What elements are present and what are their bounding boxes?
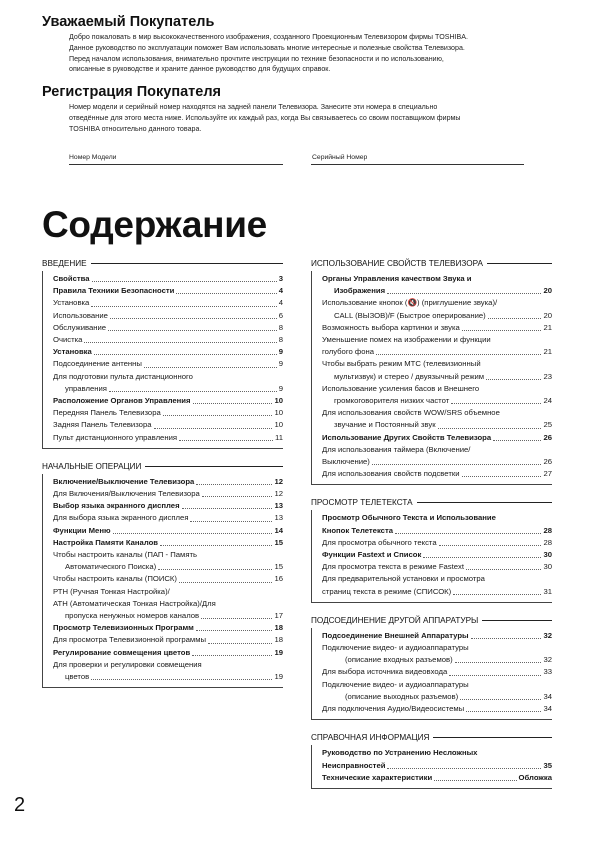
toc-entry-title: Для просмотра текста в режиме Fastext (322, 562, 465, 572)
toc-entry[interactable] (43, 407, 283, 419)
toc-page-number: 27 (543, 469, 552, 479)
dear-line: Перед началом использования, внимательно прочтите инструкции по технике безопасности и по использованию, (69, 54, 444, 63)
toc-page-number: 30 (543, 562, 552, 572)
toc-entry-title: Технические характеристики (322, 772, 433, 782)
toc-entry-line: Для использования свойств WOW/SRS объемное (322, 408, 500, 418)
toc-page-number: 33 (543, 667, 552, 677)
toc-entry[interactable] (43, 622, 283, 634)
toc-leader-dots (208, 643, 272, 644)
toc-entry-title: Выбор языка экранного дисплея (53, 501, 180, 511)
toc-leader-dots (201, 618, 272, 619)
toc-entry-line: Уменьшение помех на изображении и функции (322, 335, 491, 345)
toc-section-heading (311, 497, 552, 508)
toc-entry[interactable] (43, 334, 283, 346)
toc-entry[interactable] (43, 561, 283, 573)
registration-text (69, 102, 461, 134)
dear-line: описанные в руководстве и храните данное руководство для будущих справок. (69, 65, 331, 74)
heading-rule (91, 263, 283, 264)
toc-page-number: 16 (274, 574, 283, 584)
toc-entry-line: Чтобы настроить каналы (ПАП - Память (53, 550, 198, 560)
toc-leader-dots (163, 415, 273, 416)
toc-entry-title: Использование (53, 310, 108, 320)
toc-page-number: 10 (274, 408, 283, 418)
toc-entry-title: Настройка Памяти Каналов (53, 537, 159, 547)
dear-customer-title: Уважаемый Покупатель (42, 14, 215, 30)
page-number: 2 (14, 794, 26, 816)
toc-page-number: 15 (274, 562, 283, 572)
toc-entry[interactable] (43, 500, 283, 512)
toc-section (311, 732, 552, 789)
toc-leader-dots (182, 508, 273, 509)
toc-entry-title: Для использования свойств подсветки (322, 469, 460, 479)
toc-page-number: 35 (543, 760, 552, 770)
toc-leader-dots (193, 403, 273, 404)
toc-leader-dots (387, 768, 541, 769)
toc-entry-line: Руководство по Устранению Несложных (322, 748, 478, 758)
toc-entry-title: Использование Других Свойств Телевизора (322, 432, 492, 442)
toc-entry[interactable] (43, 432, 283, 444)
serial-number-line (311, 164, 524, 165)
toc-entry-line: Для проверки и регулировки совмещения (53, 659, 202, 669)
toc-page-number: 23 (543, 371, 552, 381)
toc-entry[interactable] (43, 346, 283, 358)
toc-section (311, 497, 552, 602)
toc-leader-dots (91, 679, 272, 680)
toc-leader-dots (160, 545, 272, 546)
toc-leader-dots (190, 521, 272, 522)
toc-page-number: 9 (278, 383, 283, 393)
toc-entry[interactable] (312, 537, 552, 549)
toc-leader-dots (451, 403, 541, 404)
toc-entry-title: Задняя Панель Телевизора (53, 420, 152, 430)
toc-entry-line: РТН (Ручная Тонкая Настройка)/ (53, 586, 170, 596)
toc-entry-line: Для использования таймера (Включение/ (322, 444, 471, 454)
toc-leader-dots (84, 342, 276, 343)
toc-leader-dots (423, 557, 541, 558)
toc-entry[interactable] (312, 703, 552, 715)
toc-entry[interactable] (43, 395, 283, 407)
section-heading-text: ПОДСОЕДИНЕНИЕ ДРУГОЙ АППАРАТУРЫ (311, 615, 479, 625)
toc-page-number: 20 (543, 310, 552, 320)
toc-entries-box (311, 745, 552, 789)
toc-entry[interactable] (312, 586, 552, 598)
toc-page-number: 17 (274, 611, 283, 621)
heading-rule (417, 502, 552, 503)
toc-entry[interactable] (43, 537, 283, 549)
toc-leader-dots (94, 354, 277, 355)
toc-page-number: Обложка (518, 772, 552, 782)
toc-entry[interactable] (312, 666, 552, 678)
toc-leader-dots (439, 545, 542, 546)
toc-entry-title: мультизвук) и стерео / двуязычный режим (334, 371, 485, 381)
toc-leader-dots (196, 484, 272, 485)
toc-entry-line: Использование усиления басов и Внешнего (322, 383, 480, 393)
toc-page-number: 4 (278, 298, 283, 308)
toc-section (42, 258, 283, 449)
section-heading-text: ВВЕДЕНИЕ (42, 259, 87, 268)
toc-entry-line: Органы Управления качеством Звука и (322, 274, 472, 283)
dear-customer-text (69, 32, 468, 75)
toc-page-number: 9 (278, 347, 283, 357)
toc-entry-title: Для выбора источника видеовхода (322, 667, 448, 677)
section-heading-text: НАЧАЛЬНЫЕ ОПЕРАЦИИ (42, 461, 142, 471)
model-number-line (69, 164, 283, 165)
toc-page-number: 32 (543, 655, 552, 665)
toc-leader-dots (488, 318, 542, 319)
toc-page-number: 13 (274, 513, 283, 523)
toc-leader-dots (110, 318, 277, 319)
toc-leader-dots (466, 711, 541, 712)
toc-entry[interactable] (43, 273, 283, 285)
toc-entry[interactable] (43, 512, 283, 524)
dear-line: Данное руководство по эксплуатации поможет Вам использовать многие интересные и полезные свойства Телевизора. (69, 43, 465, 52)
toc-page-number: 34 (543, 691, 552, 701)
toc-leader-dots (387, 293, 541, 294)
toc-entry-title: Правила Техники Безопасности (53, 286, 175, 296)
toc-page-number: 10 (274, 396, 283, 406)
toc-entry-line: Использование кнопок (🔇) (приглушение звука)/ (322, 298, 498, 308)
toc-entry-title: Функции Меню (53, 525, 111, 535)
toc-page-number: 4 (278, 286, 283, 296)
dear-line: Добро пожаловать в мир высококачественного изображения, созданного Проекционным Телевизором фирмы TOSHIBA. (69, 33, 468, 41)
toc-entry[interactable] (43, 383, 283, 395)
toc-entry-title: страниц текста в режиме (СПИСОК) (322, 586, 452, 596)
toc-page-number: 8 (278, 335, 283, 345)
toc-page-number: 9 (278, 359, 283, 369)
toc-page-number: 12 (274, 489, 283, 499)
toc-leader-dots (158, 569, 272, 570)
toc-leader-dots (91, 306, 276, 307)
toc-page-number: 20 (543, 286, 552, 296)
toc-entry[interactable] (312, 322, 552, 334)
toc-entry-line: Просмотр Обычного Текста и Использование (322, 513, 496, 523)
toc-page-number: 28 (543, 525, 552, 535)
toc-entry[interactable] (312, 691, 552, 703)
toc-entry[interactable] (43, 488, 283, 500)
toc-leader-dots (179, 582, 272, 583)
toc-entry-title: Возможность выбора картинки и звука (322, 322, 460, 332)
toc-leader-dots (202, 496, 273, 497)
toc-entry[interactable] (43, 671, 283, 683)
toc-leader-dots (144, 367, 277, 368)
toc-entry-line: Для подготовки пульта дистанционного (53, 371, 193, 381)
toc-page-number: 19 (274, 647, 283, 657)
reg-line: Номер модели и серийный номер находятся на задней панели Телевизора. Занесите эти номера в специально (69, 103, 438, 111)
toc-page-number: 30 (543, 550, 552, 560)
toc-leader-dots (471, 638, 542, 639)
toc-section (311, 615, 552, 720)
toc-entry-title: (описание входных разъемов) (345, 655, 453, 665)
toc-entries-box (42, 474, 283, 688)
toc-entry[interactable] (312, 760, 552, 772)
toc-leader-dots (462, 330, 542, 331)
toc-page-number: 3 (278, 274, 283, 283)
toc-entry[interactable] (312, 432, 552, 444)
toc-leader-dots (493, 440, 541, 441)
toc-entry-line: Подключение видео- и аудиоаппаратуры (322, 679, 469, 689)
toc-page-number: 11 (275, 432, 283, 442)
toc-page-number: 15 (274, 537, 283, 547)
toc-entry-title: Неисправностей (322, 760, 386, 770)
reg-line: отведённые для этого места ниже. Используйте их каждый раз, когда Вы связываетесь со своим поставщиком фирмы (69, 113, 461, 122)
toc-leader-dots (109, 391, 277, 392)
toc-entry-title: управления (65, 383, 107, 393)
toc-entry-title: Чтобы настроить каналы (ПОИСК) (53, 574, 177, 584)
toc-entry[interactable] (43, 310, 283, 322)
toc-entries-box (311, 510, 552, 602)
toc-entry-title: цветов (65, 672, 90, 682)
toc-leader-dots (154, 428, 273, 429)
toc-entry[interactable] (312, 468, 552, 480)
toc-page-number: 31 (543, 586, 552, 596)
toc-page-number: 26 (543, 432, 552, 442)
toc-entry[interactable] (312, 285, 552, 297)
toc-entry-line: АТН (Автоматическая Тонкая Настройка)/Для (53, 598, 216, 608)
toc-entry-title: Автоматического Поиска) (65, 562, 157, 572)
toc-leader-dots (376, 354, 541, 355)
section-heading-text: ПРОСМОТР ТЕЛЕТЕКСТА (311, 498, 413, 508)
toc-page-number: 10 (274, 420, 283, 430)
toc-entry-title: Для выбора языка экранного дисплея (53, 513, 189, 523)
reg-line: TOSHIBA относительно данного товара. (69, 124, 202, 133)
toc-entry-title: Изображения (334, 286, 386, 296)
toc-entry-title: Функции Fastext и Список (322, 550, 422, 560)
toc-entry-title: Просмотр Телевизионных Программ (53, 623, 194, 633)
toc-page-number: 26 (543, 457, 552, 467)
toc-entry-title: голубого фона (322, 347, 375, 357)
toc-entry-line: Чтобы выбрать режим МТС (телевизионный (322, 359, 481, 369)
toc-entry[interactable] (312, 549, 552, 561)
section-heading-text: ИСПОЛЬЗОВАНИЕ СВОЙСТВ ТЕЛЕВИЗОРА (311, 259, 483, 268)
toc-entry-title: Подсоединение Внешней Аппаратуры (322, 630, 469, 640)
toc-page-number: 13 (274, 501, 283, 511)
toc-right-column (311, 258, 552, 789)
toc-leader-dots (438, 428, 542, 429)
toc-entry[interactable] (43, 358, 283, 370)
toc-leader-dots (92, 281, 277, 282)
toc-entry[interactable] (43, 525, 283, 537)
toc-section (311, 258, 552, 485)
toc-page-number: 19 (274, 672, 283, 682)
toc-page-number: 6 (278, 310, 283, 320)
toc-leader-dots (449, 675, 541, 676)
toc-entry[interactable] (312, 772, 552, 784)
toc-leader-dots (455, 662, 542, 663)
toc-entry[interactable] (43, 634, 283, 646)
toc-page-number: 24 (543, 396, 552, 406)
toc-leader-dots (466, 569, 541, 570)
toc-entry-title: Очистка (53, 335, 83, 345)
toc-leader-dots (434, 780, 516, 781)
heading-rule (145, 466, 283, 467)
toc-entry-title: Установка (53, 347, 92, 357)
toc-entry[interactable] (43, 419, 283, 431)
toc-leader-dots (372, 464, 542, 465)
toc-entry[interactable] (43, 297, 283, 309)
heading-rule (433, 737, 552, 738)
toc-entries-box (311, 271, 552, 485)
toc-entry-title: Для подключения Аудио/Видеосистемы (322, 704, 465, 714)
toc-left-column (42, 258, 283, 688)
section-heading-text: СПРАВОЧНАЯ ИНФОРМАЦИЯ (311, 733, 430, 743)
contents-title: Содержание (42, 204, 267, 245)
toc-entry[interactable] (43, 322, 283, 334)
heading-rule (482, 620, 552, 621)
toc-section (42, 461, 283, 688)
toc-page-number: 18 (274, 623, 283, 633)
toc-entry-line: Для предварительной установки и просмотра (322, 574, 485, 584)
toc-section-heading (311, 615, 552, 626)
toc-entry-title: Для Включения/Выключения Телевизора (53, 489, 200, 499)
toc-page-number: 12 (274, 476, 283, 486)
toc-entry-title: Установка (53, 298, 90, 308)
toc-entry-title: Обслуживание (53, 322, 107, 332)
toc-entry-title: Для просмотра обычного текста (322, 537, 437, 547)
toc-entry[interactable] (312, 395, 552, 407)
toc-entry-title: Расположение Органов Управления (53, 396, 191, 406)
heading-rule (487, 263, 552, 264)
toc-entry[interactable] (312, 525, 552, 537)
toc-entry-title: Включение/Выключение Телевизора (53, 476, 195, 486)
toc-entry[interactable] (43, 573, 283, 585)
serial-number-label: Серийный Номер (312, 154, 368, 161)
toc-page-number: 18 (274, 635, 283, 645)
toc-entry[interactable] (312, 346, 552, 358)
toc-page-number: 25 (543, 420, 552, 430)
toc-entry[interactable] (312, 456, 552, 468)
toc-entry[interactable] (312, 654, 552, 666)
toc-page-number: 28 (543, 537, 552, 547)
toc-entry-title: Пульт дистанционного управления (53, 432, 178, 442)
toc-entry-title: Выключение) (322, 457, 370, 467)
toc-leader-dots (462, 476, 542, 477)
toc-entries-box (311, 628, 552, 720)
toc-leader-dots (176, 293, 276, 294)
toc-entry[interactable] (312, 419, 552, 431)
toc-leader-dots (453, 594, 541, 595)
registration-title: Регистрация Покупателя (42, 84, 221, 100)
toc-leader-dots (113, 533, 273, 534)
toc-leader-dots (192, 655, 272, 656)
toc-entry[interactable] (43, 647, 283, 659)
toc-leader-dots (196, 630, 273, 631)
toc-entry-title: Передняя Панель Телевизора (53, 408, 161, 418)
toc-page-number: 32 (543, 630, 552, 640)
toc-section-heading (42, 461, 283, 472)
toc-page-number: 8 (278, 322, 283, 332)
toc-entry[interactable] (312, 310, 552, 322)
toc-entry-line: Подключение видео- и аудиоаппаратуры (322, 643, 469, 653)
toc-page-number: 21 (543, 347, 552, 357)
toc-entry-title: звучание и Постоянный звук (334, 420, 436, 430)
toc-section-heading (311, 732, 552, 743)
toc-entry[interactable] (312, 371, 552, 383)
toc-entry-title: Кнопок Телетекста (322, 525, 393, 535)
toc-page-number: 21 (543, 322, 552, 332)
toc-entry[interactable] (312, 561, 552, 573)
toc-entry-title: пропуска ненужных номеров каналов (65, 611, 200, 621)
toc-leader-dots (179, 440, 273, 441)
toc-entry[interactable] (43, 610, 283, 622)
toc-section-heading (42, 258, 283, 269)
toc-leader-dots (460, 699, 541, 700)
toc-entries-box (42, 271, 283, 449)
toc-entry-title: CALL (ВЫЗОВ)/F (Быстрое оперирование) (334, 310, 486, 320)
toc-section-heading (311, 258, 552, 269)
toc-entry[interactable] (43, 476, 283, 488)
toc-entry-title: Для просмотра Телевизионной программы (53, 635, 207, 645)
toc-entry-title: (описание выходных разъемов) (345, 691, 459, 701)
toc-entry-title: Свойства (53, 274, 90, 283)
model-number-label: Номер Модели (69, 154, 117, 161)
toc-entry[interactable] (312, 630, 552, 642)
toc-entry[interactable] (43, 285, 283, 297)
toc-leader-dots (108, 330, 277, 331)
toc-entry-title: Регулирование совмещения цветов (53, 647, 191, 657)
toc-leader-dots (486, 379, 541, 380)
toc-page-number: 34 (543, 704, 552, 714)
toc-entry-title: громкоговорителя низких частот (334, 396, 450, 406)
toc-leader-dots (395, 533, 541, 534)
toc-page-number: 14 (274, 525, 283, 535)
toc-entry-title: Подсоединение антенны (53, 359, 142, 369)
